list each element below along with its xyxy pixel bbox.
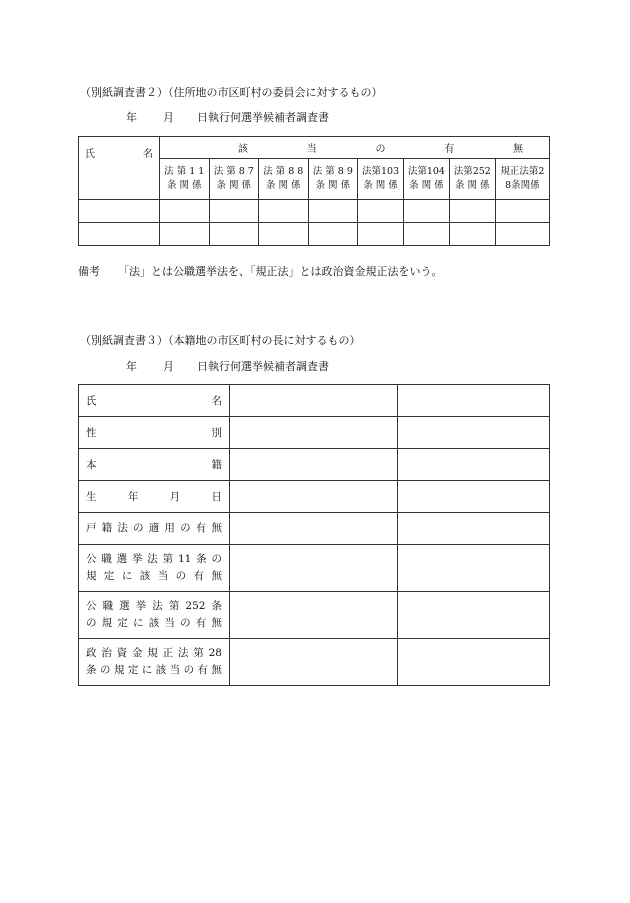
column-header-line1: 法第252 (453, 166, 491, 177)
table-cell[interactable] (230, 513, 398, 545)
table-row (79, 200, 550, 223)
table-cell[interactable] (160, 200, 210, 223)
table-cell[interactable] (230, 481, 398, 513)
column-header-line2: 条 関 係 (266, 180, 301, 191)
row-label-honseki (79, 449, 230, 481)
table-cell[interactable] (403, 223, 449, 246)
column-header-line2: 条 関 係 (455, 180, 490, 191)
table-row (79, 481, 550, 513)
column-header-line2: 条 関 係 (363, 180, 398, 191)
form2-subtitle-year: 年 (126, 111, 137, 124)
column-header (308, 159, 358, 200)
table-cell[interactable] (449, 223, 495, 246)
table-cell[interactable] (160, 223, 210, 246)
form2-subtitle-month: 月 (163, 111, 174, 124)
column-header (449, 159, 495, 200)
name-cell[interactable] (79, 223, 160, 246)
column-header (495, 159, 549, 200)
row-label-article28 (79, 639, 230, 686)
table-cell[interactable] (209, 200, 259, 223)
row-label-char: 別 (211, 427, 222, 439)
table-cell[interactable] (209, 223, 259, 246)
table-cell[interactable] (398, 481, 550, 513)
column-header-line2: 8条関係 (505, 180, 540, 191)
name-header-char-2: 名 (143, 149, 153, 160)
row-label-birthdate (79, 481, 230, 513)
table-cell[interactable] (230, 385, 398, 417)
form3-subtitle-year: 年 (126, 360, 137, 373)
column-header-line1: 法 第 1 1 (164, 166, 205, 177)
column-header (358, 159, 404, 200)
row-label-line2: の規定に該当の有無 (86, 617, 222, 629)
row-label-sex (79, 417, 230, 449)
table-row (79, 385, 550, 417)
table-cell[interactable] (398, 639, 550, 686)
row-label-line2: 条の規定に該当の有無 (86, 664, 222, 676)
column-header-line2: 条 関 係 (166, 180, 202, 191)
row-label-char: 日 (211, 491, 222, 503)
column-header-line1: 法 第 8 8 (263, 166, 304, 177)
row-label-char: 年 (127, 491, 139, 503)
row-label-char: 籍 (211, 459, 222, 471)
form2-subtitle-rest: 日執行何選挙候補者調査書 (197, 111, 329, 124)
table-cell[interactable] (449, 200, 495, 223)
column-header-line1: 法第104 (407, 166, 445, 177)
table-row (79, 545, 550, 592)
table-cell[interactable] (358, 223, 404, 246)
group-header (160, 137, 550, 159)
table-row (79, 449, 550, 481)
column-header (209, 159, 259, 200)
column-header-line1: 法第103 (361, 166, 400, 177)
table-cell[interactable] (495, 223, 549, 246)
table-cell[interactable] (398, 545, 550, 592)
table-cell[interactable] (259, 200, 309, 223)
group-header-char: 当 (306, 144, 317, 155)
table-cell[interactable] (308, 200, 358, 223)
form3-table (78, 384, 550, 686)
table-cell[interactable] (230, 592, 398, 639)
table-cell[interactable] (358, 200, 404, 223)
name-cell[interactable] (79, 200, 160, 223)
table-cell[interactable] (398, 417, 550, 449)
column-header-line1: 規正法第2 (500, 166, 545, 177)
row-label-char: 名 (211, 395, 222, 407)
row-label-char: 本 (86, 459, 97, 471)
form2-table (78, 136, 550, 246)
column-header (160, 159, 210, 200)
table-cell[interactable] (398, 592, 550, 639)
form3-subtitle-month: 月 (163, 360, 174, 373)
table-row (79, 417, 550, 449)
table-cell[interactable] (259, 223, 309, 246)
table-row (79, 639, 550, 686)
table-cell[interactable] (230, 545, 398, 592)
row-label-line1: 公職選挙法第11条の (86, 553, 222, 565)
form3-subtitle-rest: 日執行何選挙候補者調査書 (197, 360, 329, 373)
group-header-char: の (375, 144, 386, 155)
row-label-line1: 公職選挙法第252条 (86, 600, 222, 612)
table-cell[interactable] (398, 449, 550, 481)
column-header (403, 159, 449, 200)
column-header-line1: 法 第 8 9 (312, 166, 353, 177)
column-header-line2: 条 関 係 (315, 180, 351, 191)
row-label-koseki: 戸籍法の適用の有無 (79, 513, 230, 545)
row-label-char: 生 (86, 491, 97, 503)
column-header-line1: 法 第 8 7 (213, 166, 254, 177)
column-header-line2: 条 関 係 (409, 180, 444, 191)
table-cell[interactable] (403, 200, 449, 223)
table-cell[interactable] (398, 385, 550, 417)
group-header-char: 該 (238, 144, 248, 155)
row-label-name (79, 385, 230, 417)
group-header-char: 有 (444, 144, 455, 155)
row-label-line1: 政治資金規正法第28 (86, 647, 222, 659)
form2-title: （別紙調査書２）（住所地の市区町村の委員会に対するもの） (80, 86, 383, 99)
row-label-char: 氏 (86, 395, 97, 407)
row-label-article11 (79, 545, 230, 592)
row-label-char: 性 (86, 427, 97, 439)
row-label-line2: 規定に該当の有無 (86, 570, 222, 582)
column-header-line2: 条 関 係 (216, 180, 252, 191)
row-label-article252 (79, 592, 230, 639)
table-row (79, 592, 550, 639)
row-label-char: 月 (169, 491, 181, 503)
column-header (259, 159, 309, 200)
group-header-char: 無 (513, 144, 523, 155)
note-text: 「法」とは公職選挙法を、「規正法」とは政治資金規正法をいう。 (118, 265, 443, 278)
name-header-cell (79, 137, 160, 200)
table-row (79, 223, 550, 246)
table-cell[interactable] (398, 513, 550, 545)
table-row (79, 513, 550, 545)
table-cell[interactable] (495, 200, 549, 223)
table-cell[interactable] (308, 223, 358, 246)
table-cell[interactable] (230, 639, 398, 686)
form3-title: （別紙調査書３）（本籍地の市区町村の長に対するもの） (80, 334, 361, 347)
table-cell[interactable] (230, 417, 398, 449)
table-cell[interactable] (230, 449, 398, 481)
note-label: 備考 (78, 265, 100, 278)
name-header-char-1: 氏 (85, 149, 95, 160)
